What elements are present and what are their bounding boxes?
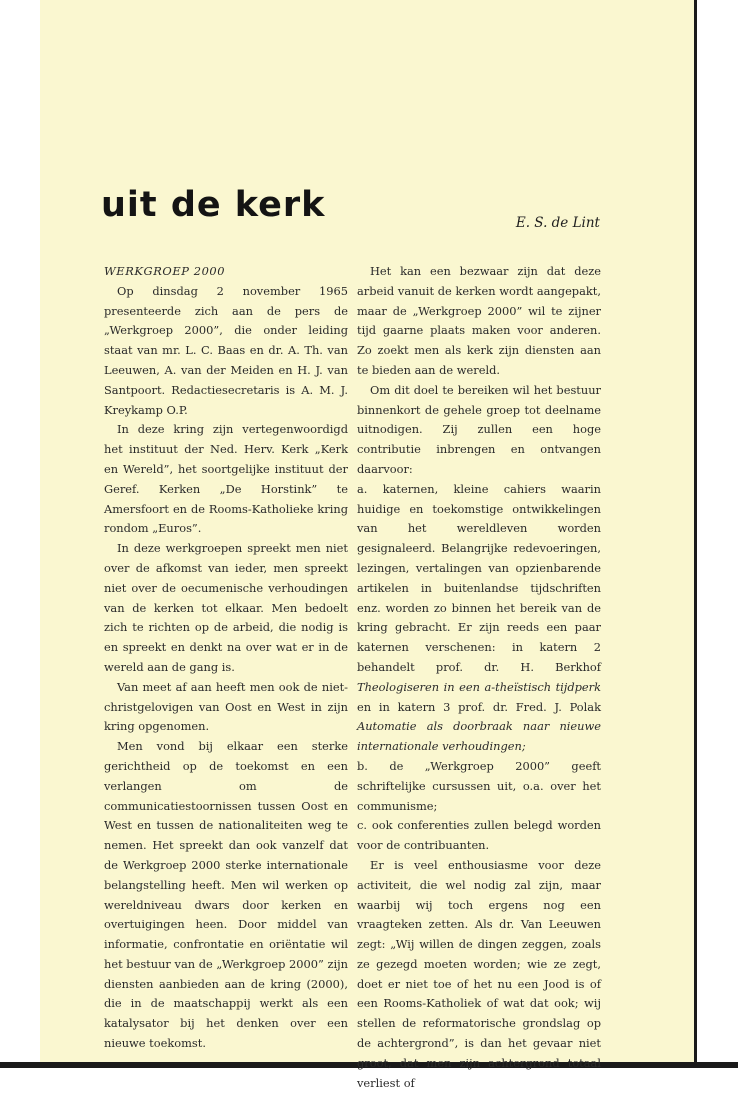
section-title: uit de kerk [101, 185, 326, 225]
list-item-c: c. ook conferenties zullen belegd worden voor de contribuanten. [357, 818, 601, 853]
list-item-a [357, 480, 601, 757]
paragraph: In deze werkgroepen spreekt men niet over de afkomst van ieder, men spreekt niet over de oecumenische verhoudingen van de kerken tot elkaar. Men bedoelt zich te richten op de arbeid, die nodig is en spreekt en denkt na over wat er in de wereld aan de gang is. [104, 541, 348, 674]
publication-title: Theologiseren in een a-theïstisch tijdperk [357, 679, 601, 694]
left-column [104, 262, 348, 1054]
paragraph: Op dinsdag 2 november 1965 presenteerde zich aan de pers de „Werkgroep 2000”, die onder leiding staat van mr. L. C. Baas en dr. A. Th. van Leeuwen, A. van der Meiden en H. J. van Santpoort. Redactiesecretaris is A. M. J. Kreykamp O.P. [104, 283, 348, 417]
paragraph: Er is veel enthousiasme voor deze activiteit, die wel nodig zal zijn, maar waarbij wij toch ergens nog een vraagteken zetten. Als dr. Van Leeuwen zegt: „Wij willen de dingen zeggen, zoals ze gezegd moeten worden; wie ze zegt, doet er niet toe of het nu een Jood is of een Rooms-Katholiek of wat dat ook; wij stellen de reformatorische grondslag op de achtergrond”, is dan het gevaar niet groot, dat men zijn achtergrond totaal verliest of [357, 857, 601, 1090]
right-column [357, 262, 601, 1093]
paragraph: Het kan een bezwaar zijn dat deze arbeid vanuit de kerken wordt aangepakt, maar de „Werkgroep 2000” wil te zijner tijd gaarne plaats maken voor anderen. Zo zoekt men als kerk zijn diensten aan te bieden aan de wereld. [357, 264, 601, 377]
paragraph: Van meet af aan heeft men ook de niet-christgelovigen van Oost en West in zijn kring opgenomen. [104, 679, 348, 734]
author-name: E. S. de Lint [515, 215, 600, 231]
paragraph: Men vond bij elkaar een sterke gerichtheid op de toekomst en een verlangen om de communicatiestoornissen tussen Oost en West en tussen de nationaliteiten weg te nemen. Het spreekt dan ook vanzelf dat de Werkgroep 2000 sterke internationale belangstelling heeft. Men wil werken op wereldniveau dwars door kerken en overtuigingen heen. Door middel van informatie, confrontatie en oriëntatie wil het bestuur van de „Werkgroep 2000” zijn diensten aanbieden aan de kring (2000), die in de maatschappij werkt als een katalysator bij het denken over een nieuwe toekomst. [104, 739, 348, 1051]
list-item-text: en in katern 3 prof. dr. Fred. J. Polak [357, 699, 601, 714]
publication-title: Automatie als doorbraak naar nieuwe internationale verhoudingen; [357, 719, 601, 754]
list-item-text: a. katernen, kleine cahiers waarin huidige en toekomstige ontwikkelingen van het wereldleven worden gesignaleerd. Belangrijke redevoeringen, lezingen, vertalingen van opzienbarende artikelen in buitenlandse tijdschriften enz. worden zo binnen het bereik van de kring gebracht. Er zijn reeds een paar katernen verschenen: in katern 2 behandelt prof. dr. H. Berkhof [357, 481, 601, 674]
list-item-b: b. de „Werkgroep 2000” geeft schriftelijke cursussen uit, o.a. over het communisme; [357, 758, 601, 813]
article-heading: WERKGROEP 2000 [104, 264, 226, 278]
page-edge-right [694, 0, 697, 1068]
paragraph: In deze kring zijn vertegenwoordigd het instituut der Ned. Herv. Kerk „Kerk en Wereld”, het soortgelijke instituut der Geref. Kerken „De Horstink” te Amersfoort en de Rooms-Katholieke kring rondom „Euros”. [104, 422, 348, 536]
paragraph: Om dit doel te bereiken wil het bestuur binnenkort de gehele groep tot deelname uitnodigen. Zij zullen een hoge contributie inbrengen en ontvangen daarvoor: [357, 382, 601, 476]
